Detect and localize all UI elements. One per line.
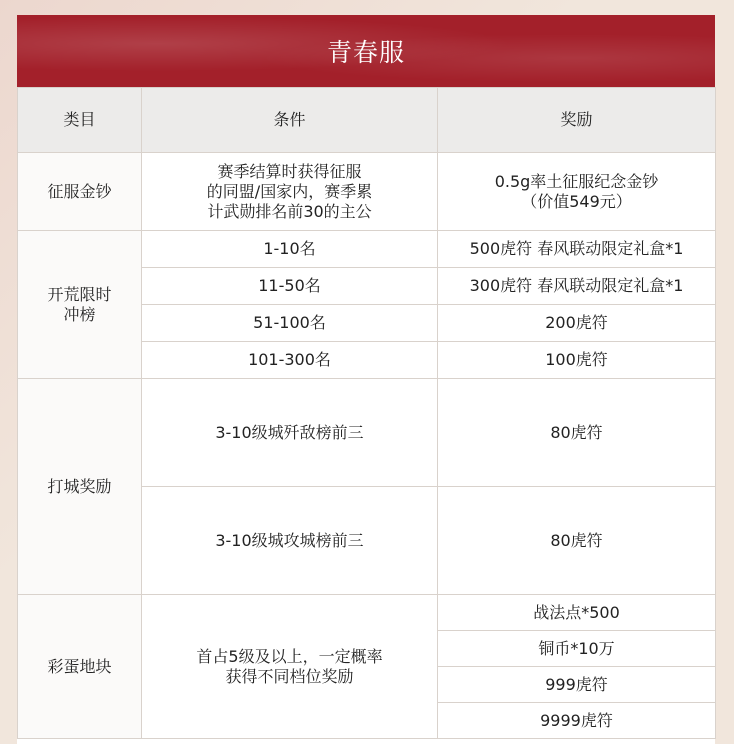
condition-line: 赛季结算时获得征服: [217, 161, 362, 181]
reward-rank: 200虎符: [438, 305, 716, 342]
header-condition: 条件: [142, 88, 438, 153]
reward-easter: 999虎符: [438, 667, 716, 703]
category-ranking: [18, 231, 142, 379]
table-header-row: [18, 88, 716, 153]
reward-rank: 300虎符 春风联动限定礼盒*1: [438, 268, 716, 305]
reward-easter: 9999虎符: [438, 703, 716, 739]
reward-line: （价值549元）: [521, 191, 632, 211]
reward-table: [17, 87, 716, 739]
category-city: 打城奖励: [18, 379, 142, 595]
condition-rank: 51-100名: [142, 305, 438, 342]
sheet-title-text: 青春服: [326, 38, 405, 67]
table-row-conquest: [18, 153, 716, 231]
reward-easter: 战法点*500: [438, 595, 716, 631]
condition-line: 获得不同档位奖励: [225, 666, 354, 686]
reward-line: 0.5g率土征服纪念金钞: [494, 171, 659, 191]
reward-conquest: [438, 153, 716, 231]
condition-rank: 11-50名: [142, 268, 438, 305]
condition-city: 3-10级城歼敌榜前三: [142, 379, 438, 487]
condition-easter: [142, 595, 438, 739]
reward-city: 80虎符: [438, 379, 716, 487]
category-conquest: 征服金钞: [18, 153, 142, 231]
condition-rank: 1-10名: [142, 231, 438, 268]
category-line: 开荒限时: [47, 284, 112, 304]
category-line: 冲榜: [63, 304, 96, 324]
reward-city: 80虎符: [438, 487, 716, 595]
header-reward: 奖励: [438, 88, 716, 153]
table-row: [18, 231, 716, 268]
header-category: 类目: [18, 88, 142, 153]
reward-easter: 铜币*10万: [438, 631, 716, 667]
table-row: [18, 595, 716, 631]
condition-conquest: [142, 153, 438, 231]
sheet-title: [17, 15, 715, 87]
category-easter: 彩蛋地块: [18, 595, 142, 739]
condition-city: 3-10级城攻城榜前三: [142, 487, 438, 595]
reward-rank: 100虎符: [438, 342, 716, 379]
table-row: [18, 379, 716, 487]
condition-line: 首占5级及以上，一定概率: [196, 646, 383, 666]
reward-sheet: [17, 15, 715, 744]
condition-rank: 101-300名: [142, 342, 438, 379]
reward-rank: 500虎符 春风联动限定礼盒*1: [438, 231, 716, 268]
condition-line: 的同盟/国家内，赛季累: [206, 181, 373, 201]
condition-line: 计武勋排名前30的主公: [207, 201, 372, 221]
